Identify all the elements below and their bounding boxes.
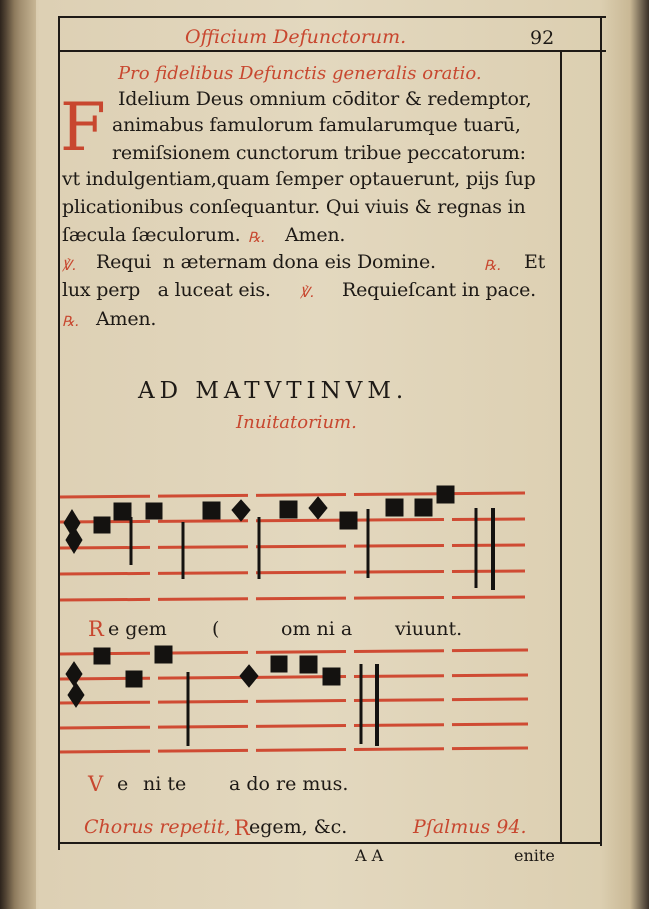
note-square xyxy=(94,517,110,533)
note-square xyxy=(340,512,357,529)
prayer-line-6: ſæcula ſæculorum. xyxy=(62,224,241,246)
footer-regem-rest: egem, &c. xyxy=(249,816,348,838)
note-square xyxy=(94,648,110,664)
notes-2 xyxy=(66,646,377,746)
drop-cap: F xyxy=(60,89,106,166)
amen-1: Amen. xyxy=(285,224,346,246)
page-number: 92 xyxy=(530,27,555,49)
chant-1-syllable: viuunt. xyxy=(395,618,463,640)
response-symbol: ℞. xyxy=(62,314,80,330)
note-square xyxy=(271,656,287,672)
chant-1-syllable: e gem xyxy=(108,618,167,640)
note-square xyxy=(203,502,220,519)
note-square xyxy=(280,501,297,518)
running-head: Officium Defunctorum. xyxy=(185,26,407,48)
et-word: Et xyxy=(524,251,546,273)
staff-2 xyxy=(60,650,528,752)
note-rhombus xyxy=(240,665,258,687)
prayer-line-2: animabus famulorum famularumque tuarū, xyxy=(112,114,521,136)
section-subheading: Inuitatorium. xyxy=(236,412,357,433)
versicle-1: Requi n æternam dona eis Domine. xyxy=(96,251,436,273)
chant-1-initial: R xyxy=(88,617,104,641)
lux-line: lux perp a luceat eis. xyxy=(62,279,271,301)
footer-chorus: Chorus repetit, xyxy=(84,816,231,838)
note-square xyxy=(300,656,317,673)
chant-1-syllable: om ni a xyxy=(281,618,353,640)
note-square xyxy=(155,646,172,663)
note-square xyxy=(386,499,403,516)
prayer-line-1: Idelium Deus omnium cōditor & redemptor, xyxy=(118,88,532,110)
note-square xyxy=(437,486,454,503)
versicle-symbol: ℣. xyxy=(62,258,77,274)
versicle-2: Requieſcant in pace. xyxy=(342,279,536,301)
note-square xyxy=(415,499,432,516)
versicle-symbol: ℣. xyxy=(300,285,315,301)
section-heading: AD MATVTINVM. xyxy=(138,378,409,404)
footer-psalm: Pſalmus 94. xyxy=(413,816,527,838)
chant-2-syllable: a do re mus. xyxy=(229,773,349,795)
chant-2-syllable: e xyxy=(117,773,129,795)
chant-2-initial: V xyxy=(88,772,104,796)
chant-1-syllable: ( xyxy=(212,618,220,640)
note-rhombus xyxy=(309,497,327,519)
catchword: enite xyxy=(514,846,555,865)
note-rhombus xyxy=(232,500,250,521)
amen-2: Amen. xyxy=(96,308,157,330)
response-symbol: ℞. xyxy=(248,230,266,246)
prayer-line-5: plicationibus conſequantur. Qui viuis & regnas in xyxy=(62,196,526,218)
prayer-title: Pro fidelibus Defunctis generalis oratio. xyxy=(118,63,482,84)
prayer-line-4: vt indulgentiam,quam ſemper optauerunt, pijs ſup xyxy=(62,168,536,190)
note-square xyxy=(146,503,162,519)
prayer-line-3: remiſsionem cunctorum tribue peccatorum: xyxy=(112,142,526,164)
custos-clef xyxy=(66,662,82,686)
response-symbol: ℞. xyxy=(484,258,502,274)
note-square xyxy=(126,671,142,687)
note-square xyxy=(114,503,131,520)
footer-regem-initial: R xyxy=(234,816,250,840)
chant-2-syllable: ni te xyxy=(143,773,187,795)
signature-mark: A A xyxy=(355,846,384,865)
